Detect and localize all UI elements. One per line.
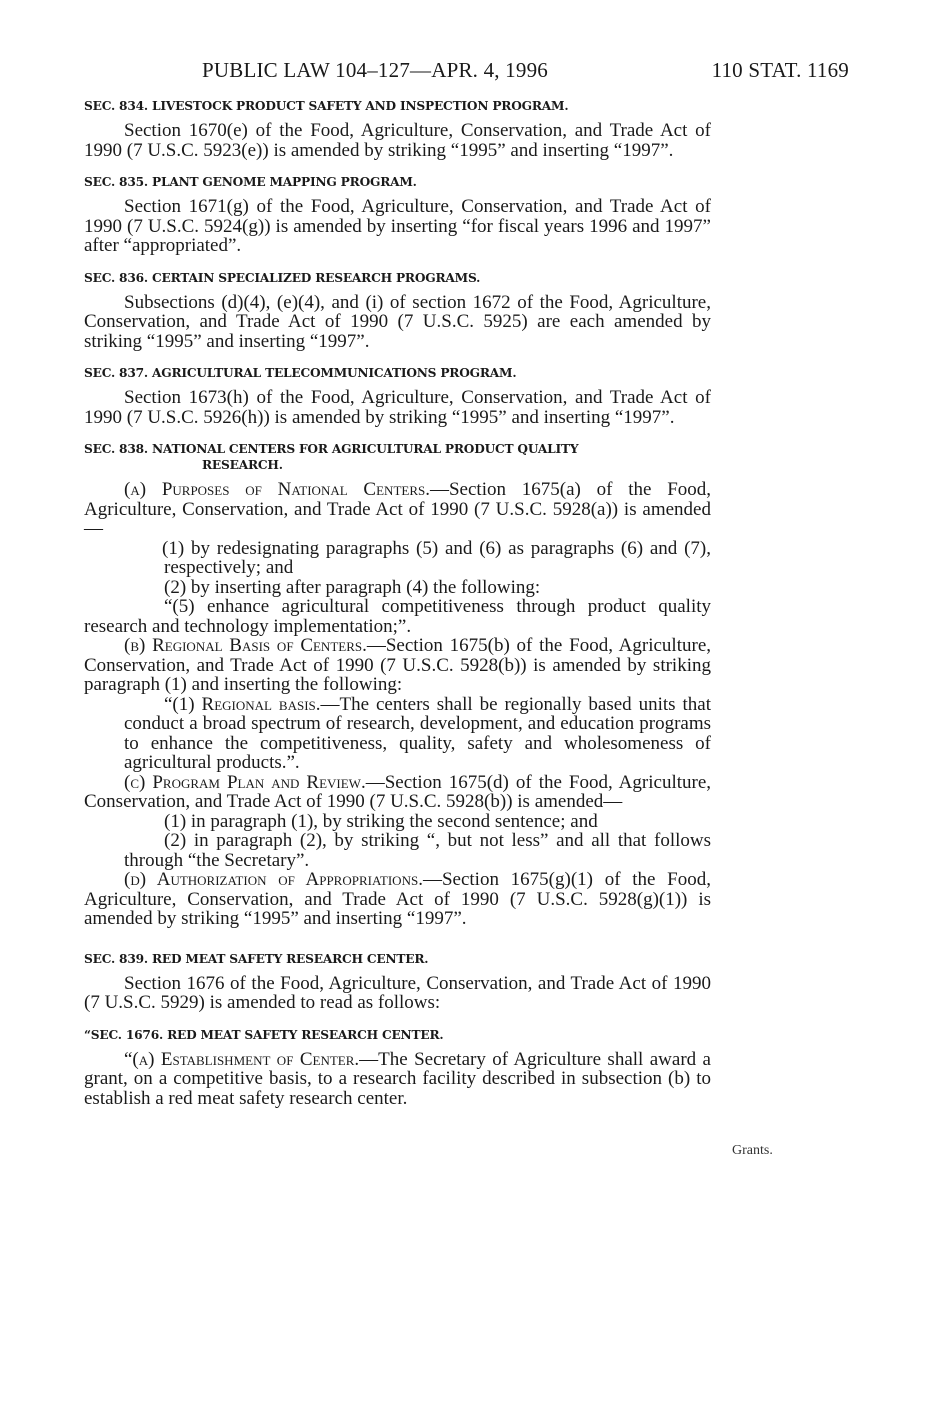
subsection-a-text: —Section 1675(a) of the Food, Agriculture, Conservation, and Trade Act of 1990 (7 U.S.C. 5928(a)) is amended— [84, 479, 712, 539]
paragraph-b-quote-text: —The centers shall be regionally based units that conduct a broad spectrum of research, development, and education programs to enhance the competitiveness, quality, safety and wholesomeness of agricultural products.”. [124, 693, 712, 773]
section-body-836: Subsections (d)(4), (e)(4), and (i) of section 1672 of the Food, Agriculture, Conservation, and Trade Act of 1990 (7 U.S.C. 5925) are each amended by striking “1995” and inserting “1997”. [84, 291, 711, 352]
paragraph-c1: (1) in paragraph (1), by striking the second sentence; and [164, 810, 598, 832]
section-heading-838-line1: SEC. 838. NATIONAL CENTERS FOR AGRICULTURAL PRODUCT QUALITY [84, 442, 579, 456]
running-head [84, 58, 849, 92]
paragraph-b-quote [84, 695, 711, 773]
quoted-subsection-a-caption: “(a) Establishment of Center. [124, 1048, 360, 1070]
paragraph-a1: (1) by redesignating paragraphs (5) and (6) as paragraphs (6) and (7), respectively; and [162, 537, 711, 578]
paragraph-a2: (2) by inserting after paragraph (4) the following: [164, 576, 541, 598]
section-heading-835: SEC. 835. PLANT GENOME MAPPING PROGRAM. [84, 175, 417, 189]
paragraph-b-quote-caption: “(1) Regional basis. [164, 693, 321, 715]
margin-note-grants: Grants. [732, 1143, 773, 1158]
subsection-a-caption: (a) Purposes of National Centers. [124, 479, 430, 500]
quoted-subsection-a [84, 1050, 711, 1109]
running-head-title: PUBLIC LAW 104–127—APR. 4, 1996 [202, 58, 548, 82]
page [84, 58, 849, 1109]
subsection-d [84, 870, 711, 929]
subsection-a [84, 480, 711, 539]
subsection-c [84, 773, 711, 812]
subsection-b [84, 636, 711, 695]
paragraph-c2: (2) in paragraph (2), by striking “, but not less” and all that follows through “the Secretary”. [124, 830, 711, 871]
section-heading-839: SEC. 839. RED MEAT SAFETY RESEARCH CENTER. [84, 951, 429, 966]
subsection-b-caption: (b) Regional Basis of Centers. [124, 635, 367, 656]
section-body-835: Section 1671(g) of the Food, Agriculture, Conservation, and Trade Act of 1990 (7 U.S.C. 5924(g)) is amended by inserting “for fiscal years 1996 and 1997” after “appropriated”. [84, 196, 711, 256]
subsection-c-caption: (c) Program Plan and Review. [124, 771, 366, 793]
section-heading-834: SEC. 834. LIVESTOCK PRODUCT SAFETY AND INSPECTION PROGRAM. [84, 99, 569, 113]
quoted-section-heading-1676: “SEC. 1676. RED MEAT SAFETY RESEARCH CENTER. [84, 1027, 444, 1042]
section-heading-838-line2: RESEARCH. [202, 458, 283, 472]
statute-page-number: 110 STAT. 1169 [711, 58, 849, 82]
subsection-d-caption: (d) Authorization of Appropriations. [124, 869, 423, 890]
section-body-837: Section 1673(h) of the Food, Agriculture, Conservation, and Trade Act of 1990 (7 U.S.C. 5926(h)) is amended by striking “1995” and inserting “1997”. [84, 387, 711, 428]
paragraph-a2-quote: “(5) enhance agricultural competitiveness through product quality research and technology implementation;”. [84, 596, 711, 637]
section-body-839: Section 1676 of the Food, Agriculture, Conservation, and Trade Act of 1990 (7 U.S.C. 5929) is amended to read as follows: [84, 972, 711, 1013]
section-heading-836: SEC. 836. CERTAIN SPECIALIZED RESEARCH PROGRAMS. [84, 270, 481, 285]
section-heading-837: SEC. 837. AGRICULTURAL TELECOMMUNICATIONS PROGRAM. [84, 366, 517, 380]
subsection-c-text: —Section 1675(d) of the Food, Agriculture, Conservation, and Trade Act of 1990 (7 U.S.C. 5928(b)) is amended— [84, 771, 712, 812]
section-heading-838 [84, 441, 711, 473]
subsection-d-text: —Section 1675(g)(1) of the Food, Agriculture, Conservation, and Trade Act of 1990 (7 U.S.C. 5928(g)(1)) is amended by striking “1995” and inserting “1997”. [84, 869, 712, 929]
section-body-834: Section 1670(e) of the Food, Agriculture, Conservation, and Trade Act of 1990 (7 U.S.C. 5923(e)) is amended by striking “1995” and inserting “1997”. [84, 120, 711, 161]
subsection-b-text: —Section 1675(b) of the Food, Agriculture, Conservation, and Trade Act of 1990 (7 U.S.C. 5928(b)) is amended by striking paragraph (1) and inserting the following: [84, 635, 712, 695]
quoted-subsection-a-text: —The Secretary of Agriculture shall award a grant, on a competitive basis, to a research facility described in subsection (b) to establish a red meat safety research center. [84, 1048, 711, 1109]
